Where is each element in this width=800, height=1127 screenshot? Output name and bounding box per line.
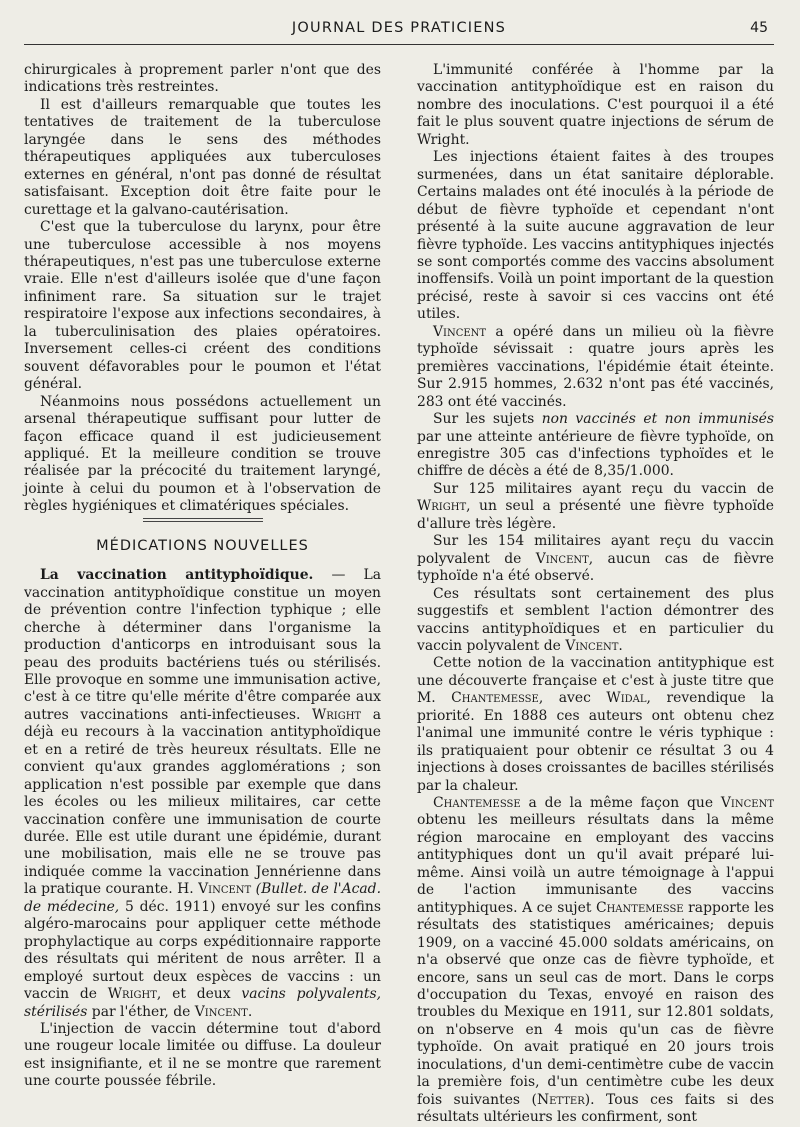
paragraph: C'est que la tuberculose du larynx, pour être une tuberculose accessible à nos moyens thérapeutiques, n'est pas une tuberculose externe vraie. Elle n'est d'ailleurs isolée que d'une façon infiniment rare. Sa situation sur le trajet respiratoire l'expose aux infections secondaires, à la tuberculinisation des plaies opératoires. Inversement celles-ci créent des conditions souvent défavorables pour le poumon et l'état général. xyxy=(24,219,381,393)
paragraph: Vincent a opéré dans un milieu où la fièvre typhoïde sévissait : quatre jours après les premières vaccinations, l'épidémie était éteinte. Sur 2.915 hommes, 2.632 n'ont pas été vaccinés, 283 ont été vaccinés. xyxy=(417,323,774,410)
paragraph: L'injection de vaccin détermine tout d'abord une rougeur locale limitée ou diffuse. La douleur est insignifiante, et il ne se montre que rarement une courte poussée fébrile. xyxy=(24,1021,381,1090)
page-number: 45 xyxy=(750,20,768,36)
paragraph: Sur les 154 militaires ayant reçu du vaccin polyvalent de Vincent, aucun cas de fièvre typhoïde n'a été observé. xyxy=(417,533,774,585)
paragraph: Il est d'ailleurs remarquable que toutes les tentatives de traitement de la tuberculose laryngée dans le sens des méthodes thérapeutiques appliquées aux tuberculoses externes en général, n'ont pas donné de résultat satisfaisant. Exception doit être faite pour le curettage et la galvano-cautérisation. xyxy=(24,96,381,218)
running-header xyxy=(24,0,774,45)
paragraph: Ces résultats sont certainement des plus suggestifs et semblent l'action démontrer des vaccins antityphoïdiques et en particulier du vaccin polyvalent de Vincent. xyxy=(417,585,774,654)
paragraph: Sur 125 militaires ayant reçu du vaccin de Wright, un seul a présenté une fièvre typhoïde d'allure très légère. xyxy=(417,480,774,532)
paragraph: La vaccination antityphoïdique. — La vaccination antityphoïdique constitue un moyen de prévention contre l'infection typhique ; elle cherche à déterminer dans l'organisme la production d'anticorps en introduisant sous la peau des produits bactériens tués ou stérilisés. Elle provoque en somme une immunisation active, c'est à ce titre qu'elle mérite d'être comparée aux autres vaccinations anti-infectieuses. Wright a déjà eu recours à la vaccination antityphoïdique et en a retiré de très heureux résultats. Elle ne convient qu'aux grandes agglomérations ; son application n'est possible par exemple que dans les écoles ou les milieux militaires, car cette vaccination confère une immunisation de courte durée. Elle est utile durant une épidémie, durant une mobilisation, mais elle ne se trouve pas indiquée comme la vaccination Jennérienne dans la pratique courante. H. Vincent (Bullet. de l'Acad. de médecine, 5 déc. 1911) envoyé sur les confins algéro-marocains pour appliquer cette méthode prophylactique au corps expéditionnaire rapporte des résultats qui méritent de nous arrêter. Il a employé surtout deux espèces de vaccins : un vaccin de Wright, et deux vacins polyvalents, stérilisés par l'éther, de Vincent. xyxy=(24,567,382,1020)
paragraph: Néanmoins nous possédons actuellement un arsenal thérapeutique suffisant pour lutter de façon efficace quand il est judicieusement appliqué. Et la meilleure condition se trouve réalisée par la précocité du traitement laryngé, jointe à celui du poumon et à l'observation de règles hygiéniques et climatériques spéciales. xyxy=(24,393,381,515)
two-column-body xyxy=(24,62,774,1127)
paragraph: Les injections étaient faites à des troupes surmenées, dans un état sanitaire déplorable. Certains malades ont été inoculés à la période de début de fièvre typhoïde et cependant n'ont présenté à la suite aucune aggravation de leur fièvre typhoïde. Les vaccins antityphiques injectés se sont comportés comme des vaccins absolument inoffensifs. Voilà un point important de la question précisé, reste à savoir si ces vaccins ont été utiles. xyxy=(417,149,774,323)
citation: (Bullet. de l'Acad. de médecine, xyxy=(24,881,381,915)
journal-title: JOURNAL DES PRATICIENS xyxy=(291,20,507,36)
section-divider xyxy=(143,518,263,522)
paragraph: Chantemesse a de la même façon que Vincent obtenu les meilleurs résultats dans la même région marocaine en employant des vaccins antityphiques dont un qu'il avait préparé lui-même. Ainsi voilà un autre témoignage à l'appui de l'action immunisante des vaccins antityphiques. A ce sujet Chantemesse rapporte les résultats des statistiques américaines; depuis 1909, on a vacciné 45.000 soldats américains, on n'a observé que onze cas de fièvre typhoïde, et encore, sans un seul cas de mort. Dans le corps d'occupation du Texas, envoyé en raison des troubles du Mexique en 1911, sur 12.801 soldats, on n'observe en 4 mois qu'un cas de fièvre typhoïde. On avait pratiqué en 20 jours trois inoculations, d'un demi-centimètre cube de vaccin la première fois, d'un centimètre cube les deux fois suivantes (Netter). Tous ces faits si des résultats ultérieurs les confirment, sont xyxy=(417,795,774,1126)
paragraph: Cette notion de la vaccination antityphique est une découverte française et c'est à juste titre que M. Chantemesse, avec Widal, revendique la priorité. En 1888 ces auteurs ont obtenu chez l'animal une immunité contre le véris typhique : ils pratiquaient pour obtenir ce résultat 3 ou 4 injections à doses croissantes de bacilles stérilisés par la chaleur. xyxy=(417,655,774,794)
paragraph: L'immunité conférée à l'homme par la vaccination antityphoïdique est en raison du nombre des inoculations. C'est pourquoi il a été fait le plus souvent quatre injections de sérum de Wright. xyxy=(417,62,774,148)
paragraph: chirurgicales à proprement parler n'ont que des indications très restreintes. xyxy=(24,62,381,96)
right-column xyxy=(417,62,774,1127)
article-subheading: La vaccination antityphoïdique. xyxy=(40,567,314,584)
section-title: MÉDICATIONS NOUVELLES xyxy=(96,537,309,554)
paragraph: Sur les sujets non vaccinés et non immunisés par une atteinte antérieure de fièvre typhoïde, on enregistre 305 cas d'infections typhoïdes et le chiffre de décès a été de 8,35/1.000. xyxy=(417,411,774,480)
left-column xyxy=(24,62,381,1127)
